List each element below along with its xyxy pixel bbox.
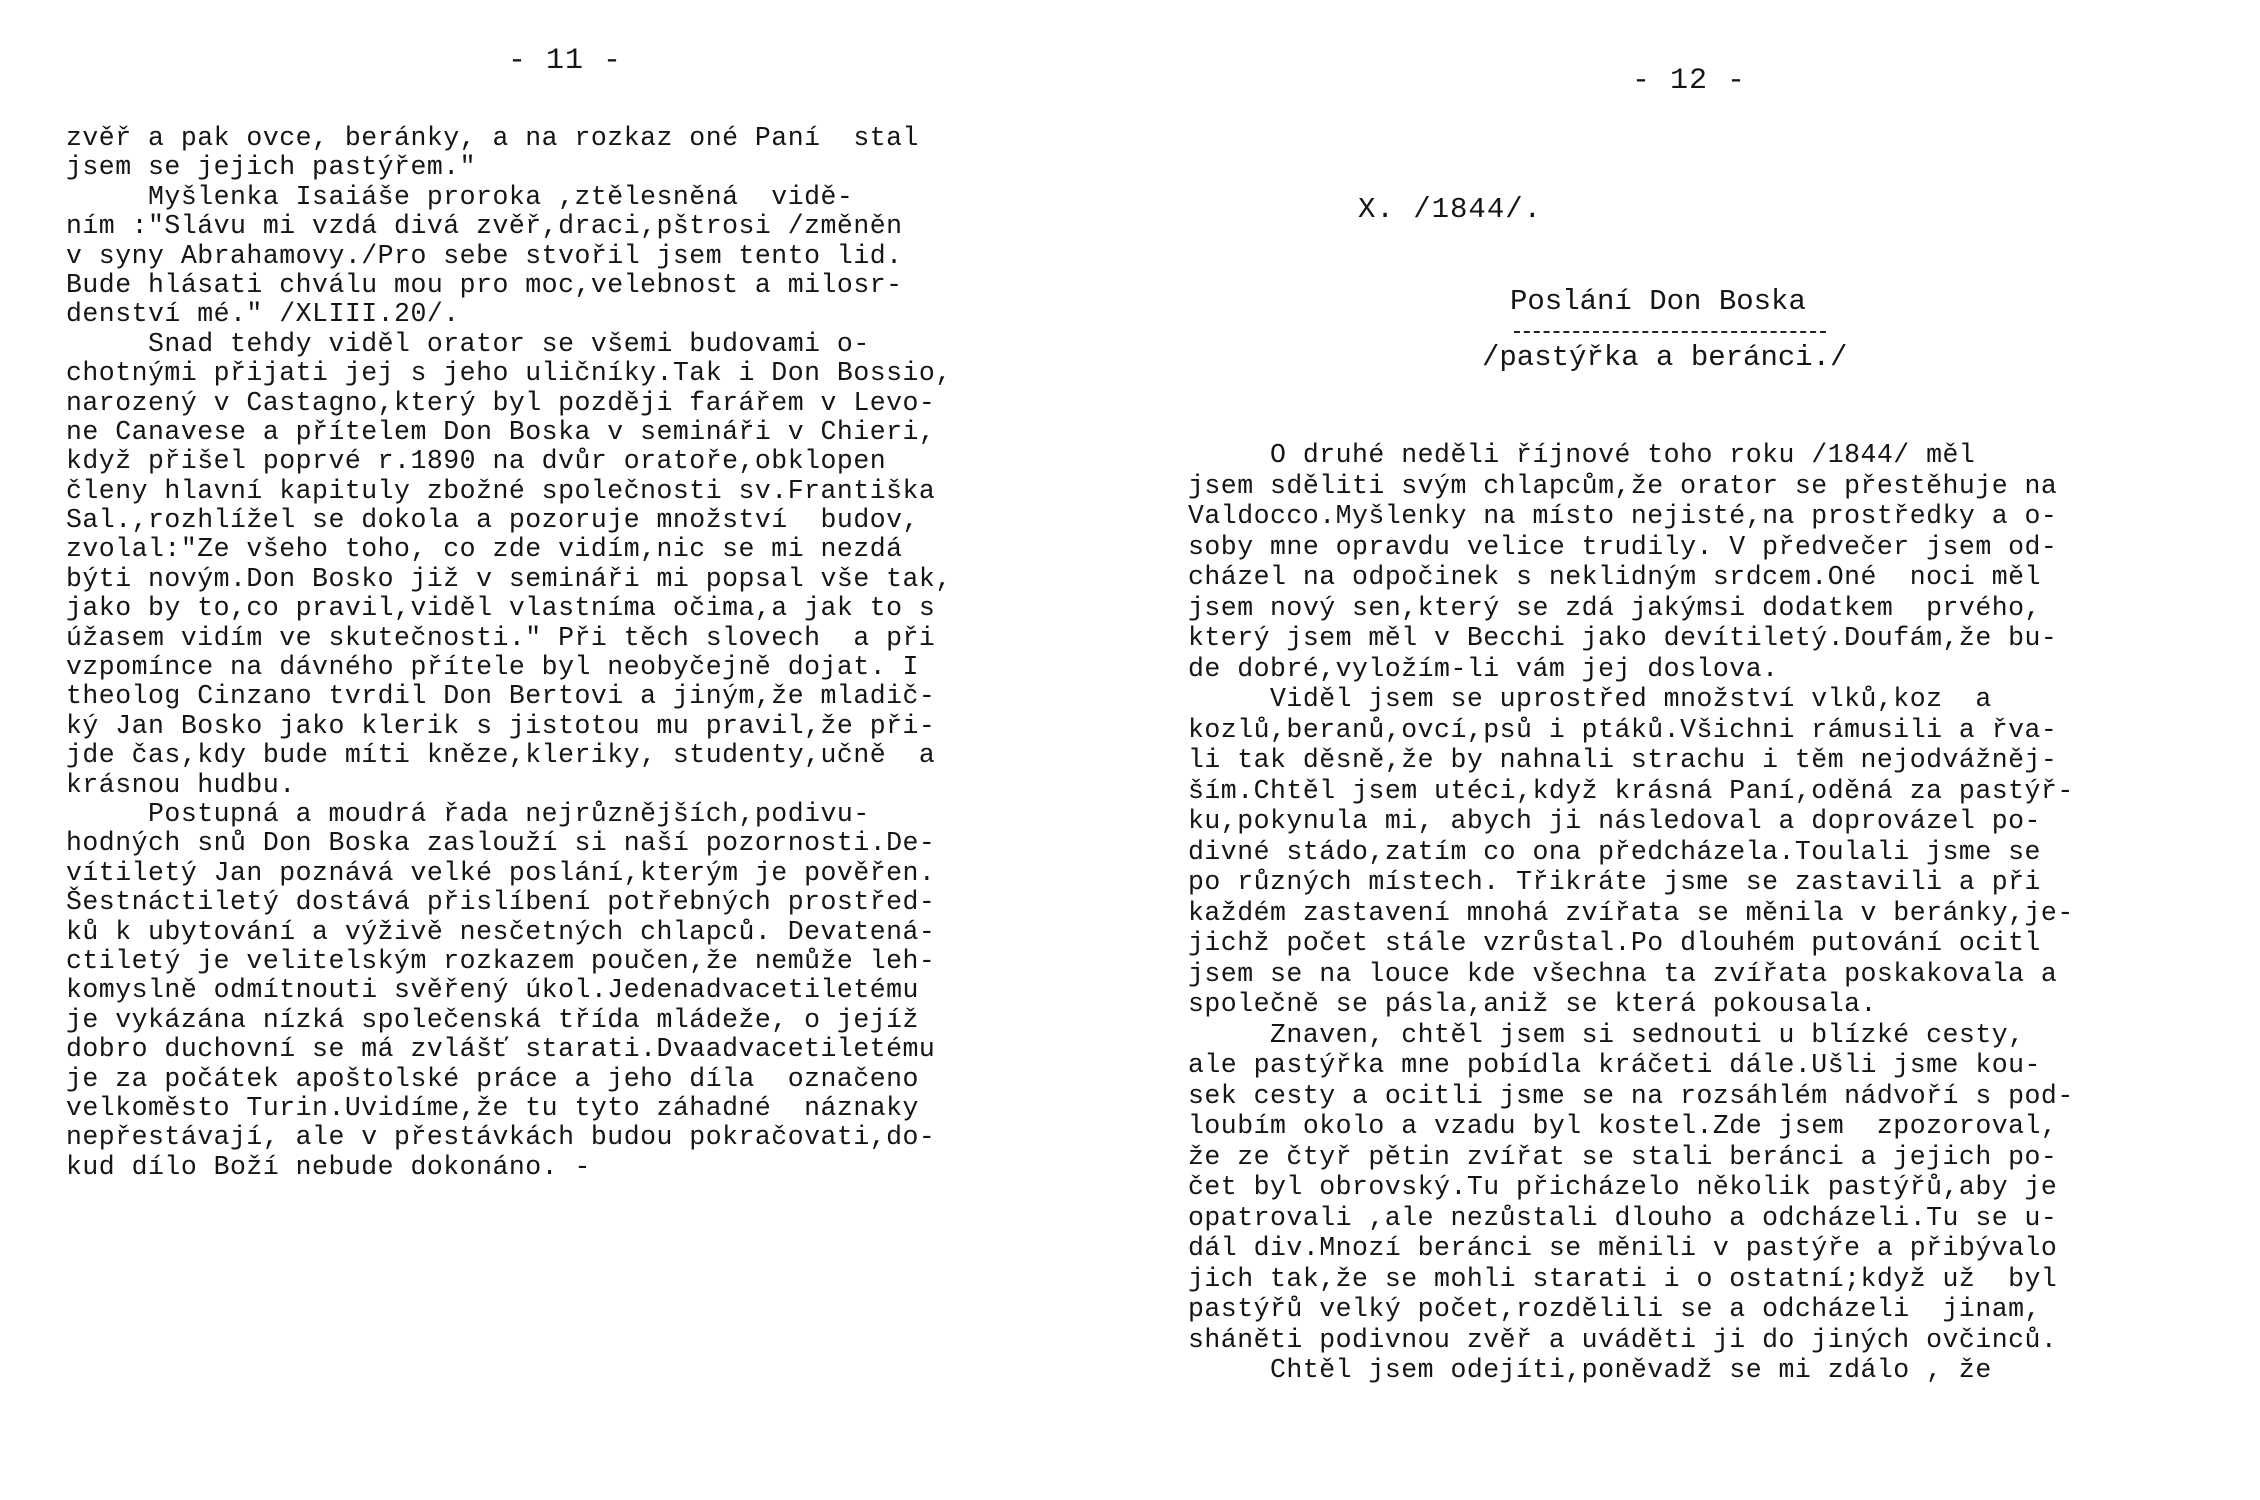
text-line: opatrovali ,ale nezůstali dlouho a odcházeli.Tu se u- <box>1188 1202 2058 1233</box>
text-line: je za počátek apoštolské práce a jeho díla označeno <box>66 1063 919 1094</box>
text-line: Bude hlásati chválu mou pro moc,velebnost a milosr- <box>66 269 903 300</box>
text-line: Viděl jsem se uprostřed množství vlků,koz a <box>1188 684 1992 714</box>
text-line: velkoměsto Turin.Uvidíme,že tu tyto záhadné náznaky <box>66 1092 919 1123</box>
text-line: dobro duchovní se má zvlášť starati.Dvaadvacetiletému <box>66 1034 936 1065</box>
text-line: zvolal:"Ze všeho toho, co zde vidím,nic se mi nezdá <box>66 534 903 565</box>
text-line: ký Jan Bosko jako klerik s jistotou mu pravil,že při- <box>66 710 936 741</box>
text-line: ním :"Slávu mi vzdá divá zvěř,draci,pštrosi /změněn <box>66 211 903 242</box>
text-line: Valdocco.Myšlenky na místo nejisté,na prostředky a o- <box>1188 501 2058 531</box>
text-line: krásnou hudbu. <box>66 769 296 800</box>
text-line: jako by to,co pravil,viděl vlastníma očima,a jak to s <box>66 593 936 624</box>
text-line: ctiletý je velitelským rozkazem poučen,že nemůže leh- <box>66 945 936 976</box>
text-line: když přišel poprvé r.1890 na dvůr oratoře,obklopen <box>66 446 887 477</box>
text-line: Postupná a moudrá řada nejrůznějších,podivu- <box>66 798 870 829</box>
text-line: členy hlavní kapituly zbožné společnosti sv.Františka <box>66 475 936 506</box>
text-line: de dobré,vyložím-li vám jej doslova. <box>1188 653 1779 684</box>
text-line: jich tak,že se mohli starati i o ostatní;když už byl <box>1188 1263 2058 1294</box>
text-line: komyslně odmítnouti svěřený úkol.Jedenadvacetiletému <box>66 975 919 1006</box>
text-line: Myšlenka Isaiáše proroka ,ztělesněná vidě- <box>66 181 854 212</box>
text-line: ším.Chtěl jsem utéci,když krásná Paní,oděná za pastýř- <box>1188 775 2074 806</box>
text-line: kozlů,beranů,ovcí,psů i ptáků.Všichni rámusili a řva- <box>1188 714 2058 745</box>
text-line: že ze čtyř pětin zvířat se stali beránci a jejich po- <box>1188 1141 2058 1172</box>
text-line: O druhé neděli říjnové toho roku /1844/ měl <box>1188 440 1976 470</box>
text-line: chotnými přijati jej s jeho uličníky.Tak i Don Bossio, <box>66 358 952 389</box>
text-line: li tak děsně,že by nahnali strachu i těm nejodvážněj- <box>1188 745 2058 775</box>
text-line: Snad tehdy viděl orator se všemi budovami o- <box>66 328 870 359</box>
text-line: nepřestávají, ale v přestávkách budou pokračovati,do- <box>66 1122 936 1153</box>
chapter-number: X. /1844/. <box>1358 193 1543 226</box>
text-line: je vykázána nízká společenská třída mládeže, o jejíž <box>66 1004 919 1035</box>
text-line: býti novým.Don Bosko již v semináři mi popsal vše tak, <box>66 563 952 594</box>
text-line: divné stádo,zatím co ona předcházela.Toulali jsme se <box>1188 836 2041 867</box>
text-line: loubím okolo a vzadu byl kostel.Zde jsem zpozoroval, <box>1188 1111 2058 1141</box>
right-body-text <box>1188 440 2074 1386</box>
text-line: sháněti podivnou zvěř a uváděti ji do jiných ovčinců. <box>1188 1324 2058 1355</box>
chapter-title: Poslání Don Boska <box>1510 285 1806 318</box>
text-line: jsem se na louce kde všechna ta zvířata poskakovala a <box>1188 958 2058 989</box>
text-line: vítiletý Jan poznává velké poslání,kterým je pověřen. <box>66 857 936 888</box>
text-line: jsem se jejich pastýřem." <box>66 152 477 183</box>
text-line: ků k ubytování a výživě nesčetných chlapců. Devatená- <box>66 916 936 947</box>
text-line: každém zastavení mnohá zvířata se měnila v beránky,je- <box>1188 897 2074 928</box>
text-line: narozený v Castagno,který byl později farářem v Levo- <box>66 387 936 418</box>
text-line: vzpomínce na dávného přítele byl neobyčejně dojat. I <box>66 652 919 683</box>
text-line: pastýřů velký počet,rozdělili se a odcházeli jinam, <box>1188 1294 2041 1324</box>
title-underline <box>1514 331 1826 333</box>
text-line: Sal.,rozhlížel se dokola a pozoruje množství budov, <box>66 505 919 536</box>
text-line: sek cesty a ocitli jsme se na rozsáhlém nádvoří s pod- <box>1188 1080 2074 1111</box>
text-line: kud dílo Boží nebude dokonáno. - <box>66 1151 591 1182</box>
text-line: v syny Abrahamovy./Pro sebe stvořil jsem tento lid. <box>66 240 903 271</box>
text-line: jichž počet stále vzrůstal.Po dlouhém putování ocitl <box>1188 928 2041 958</box>
chapter-subtitle: /pastýřka a beránci./ <box>1482 341 1848 374</box>
text-line: po různých místech. Třikráte jsme se zastavili a při <box>1188 867 2041 897</box>
text-line: který jsem měl v Becchi jako devítiletý.Doufám,že bu- <box>1188 623 2058 653</box>
left-body-text <box>66 124 952 1182</box>
text-line: Šestnáctiletý dostává přislíbení potřebných prostřed- <box>66 887 936 918</box>
text-line: úžasem vidím ve skutečnosti." Při těch slovech a při <box>66 622 936 653</box>
text-line: Znaven, chtěl jsem si sednouti u blízké cesty, <box>1188 1019 2025 1050</box>
text-line: Chtěl jsem odejíti,poněvadž se mi zdálo , že <box>1188 1355 1992 1385</box>
text-line: ku,pokynula mi, abych ji následoval a doprovázel po- <box>1188 806 2041 836</box>
text-line: theolog Cinzano tvrdil Don Bertovi a jiným,že mladič- <box>66 681 936 712</box>
right-page <box>1130 0 2260 1500</box>
text-line: soby mne opravdu velice trudily. V předvečer jsem od- <box>1188 531 2058 562</box>
text-line: denství mé." /XLIII.20/. <box>66 299 460 330</box>
text-line: dál div.Mnozí beránci se měnili v pastýře a přibývalo <box>1188 1233 2058 1263</box>
text-line: jde čas,kdy bude míti kněze,kleriky, studenty,učně a <box>66 740 936 771</box>
text-line: zvěř a pak ovce, beránky, a na rozkaz oné Paní stal <box>66 123 919 153</box>
text-line: jsem nový sen,který se zdá jakýmsi dodatkem prvého, <box>1188 592 2041 623</box>
text-line: čet byl obrovský.Tu přicházelo několik pastýřů,aby je <box>1188 1172 2058 1202</box>
text-line: ale pastýřka mne pobídla kráčeti dále.Ušli jsme kou- <box>1188 1050 2041 1080</box>
text-line: ne Canavese a přítelem Don Boska v semináři v Chieri, <box>66 416 936 447</box>
text-line: jsem sděliti svým chlapcům,že orator se přestěhuje na <box>1188 470 2058 501</box>
page-number-11: - 11 - <box>508 44 623 78</box>
text-line: cházel na odpočinek s neklidným srdcem.Oné noci měl <box>1188 562 2041 592</box>
text-line: společně se pásla,aniž se která pokousala. <box>1188 989 1877 1019</box>
page-number-12: - 12 - <box>1632 64 1747 98</box>
text-line: hodných snů Don Boska zaslouží si naší pozornosti.De- <box>66 828 936 859</box>
left-page <box>0 0 1120 1500</box>
